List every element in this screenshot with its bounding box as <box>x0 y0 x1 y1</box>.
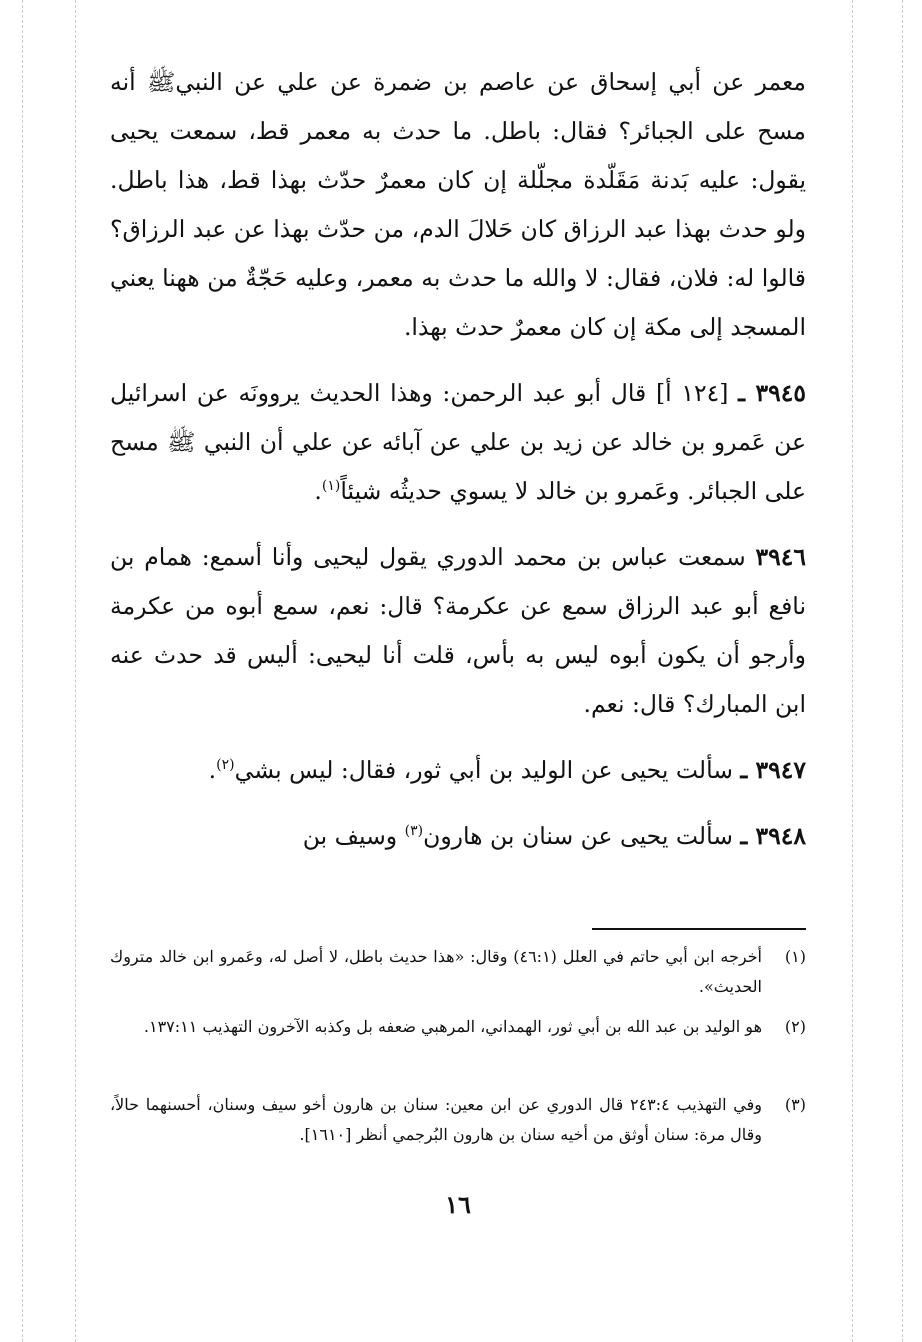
paragraph-3947 <box>110 746 806 795</box>
footnote-ref: (٣) <box>404 823 424 840</box>
footnote-ref: (١) <box>321 478 341 495</box>
footnote-text: أخرجه ابن أبي حاتم في العلل (٤٦:١) وقال: «هذا حديث باطل، لا أصل له، وعَمرو ابن خالد متروك الحديث». <box>110 947 762 996</box>
paragraph-tail: وسيف بن <box>302 822 405 850</box>
paragraph-text: سمعت عباس بن محمد الدوري يقول ليحيى وأنا أسمع: همام بن نافع أبو عبد الرزاق سمع عن عكرمة؟ قال: نعم، سمع أبوه من عكرمة وأرجو أن يكون أبوه ليس به بأس، قلت أنا ليحيى: أليس قد حدث عنه ابن المبارك؟ قال: نعم. <box>110 543 806 718</box>
footnote-number: (١) <box>784 947 806 966</box>
margin-guide-right-inner <box>852 0 853 1342</box>
footnote-text: هو الوليد بن عبد الله بن أبي ثور، الهمداني، المرهبي ضعفه بل وكذبه الآخرون التهذيب ١٣٧:١١. <box>143 1017 762 1036</box>
entry-number: ٣٩٤٨ ـ <box>740 822 806 850</box>
entry-number: ٣٩٤٧ ـ <box>740 756 806 784</box>
margin-guide-left-inner <box>75 0 76 1342</box>
footnote-number: (٣) <box>784 1095 806 1114</box>
paragraph-tail: . <box>208 756 217 784</box>
footnote-ref: (٢) <box>216 757 235 774</box>
paragraph-text: معمر عن أبي إسحاق عن عاصم بن ضمرة عن علي عن النبيﷺ أنه مسح على الجبائر؟ فقال: باطل. ما حدث به معمر قط، سمعت يحيى يقول: عليه بَدنة مَقَلّدة مجلّلة إن كان معمرٌ حدّث بهذا قط، هذا باطل. ولو حدث بهذا عبد الرزاق كان حَلالَ الدم، من حدّث بهذا عن عبد الرزاق؟ قالوا له: فلان، فقال: لا والله ما حدث به معمر، وعليه حَجّةٌ من ههنا يعني المسجد إلى مكة إن كان معمرٌ حدث بهذا. <box>110 68 806 341</box>
book-page <box>110 58 806 1219</box>
footnote-separator <box>592 928 806 930</box>
paragraph-tail: . <box>314 477 322 505</box>
paragraph-3948 <box>110 812 806 861</box>
paragraph-text: سألت يحيى عن الوليد بن أبي ثور، فقال: ليس بشي <box>234 756 733 784</box>
entry-number: ٣٩٤٥ ـ <box>738 379 806 407</box>
footnote-2 <box>110 1012 806 1042</box>
paragraph-text: سألت يحيى عن سنان بن هارون <box>423 822 733 850</box>
footnote-number: (٢) <box>784 1017 806 1036</box>
margin-guide-left-outer <box>22 0 23 1342</box>
margin-guide-right-outer <box>902 0 903 1342</box>
entry-number: ٣٩٤٦ <box>755 543 806 571</box>
page-number: ١٦ <box>445 1190 471 1219</box>
footnote-1 <box>110 942 806 1002</box>
footnote-text: وفي التهذيب ٢٤٣:٤ قال الدوري عن ابن معين: سنان بن هارون أخو سيف وسنان، أحسنهما حالاً، وقال مرة: سنان أوثق من أخيه سنان بن هارون البُرجمي أنظر [١٦١٠]. <box>110 1095 763 1144</box>
paragraph-text: [١٢٤ أ] قال أبو عبد الرحمن: وهذا الحديث يروونَه عن اسرائيل عن عَمرو بن خالد عن زيد بن علي عن آبائه عن علي أن النبي ﷺ مسح على الجبائر. وعَمرو بن خالد لا يسوي حديثُه شيئاً <box>110 379 806 505</box>
paragraph-3946 <box>110 533 806 729</box>
footnote-3 <box>110 1090 806 1150</box>
paragraph-3945 <box>110 369 806 516</box>
paragraph-continuation <box>110 58 806 352</box>
